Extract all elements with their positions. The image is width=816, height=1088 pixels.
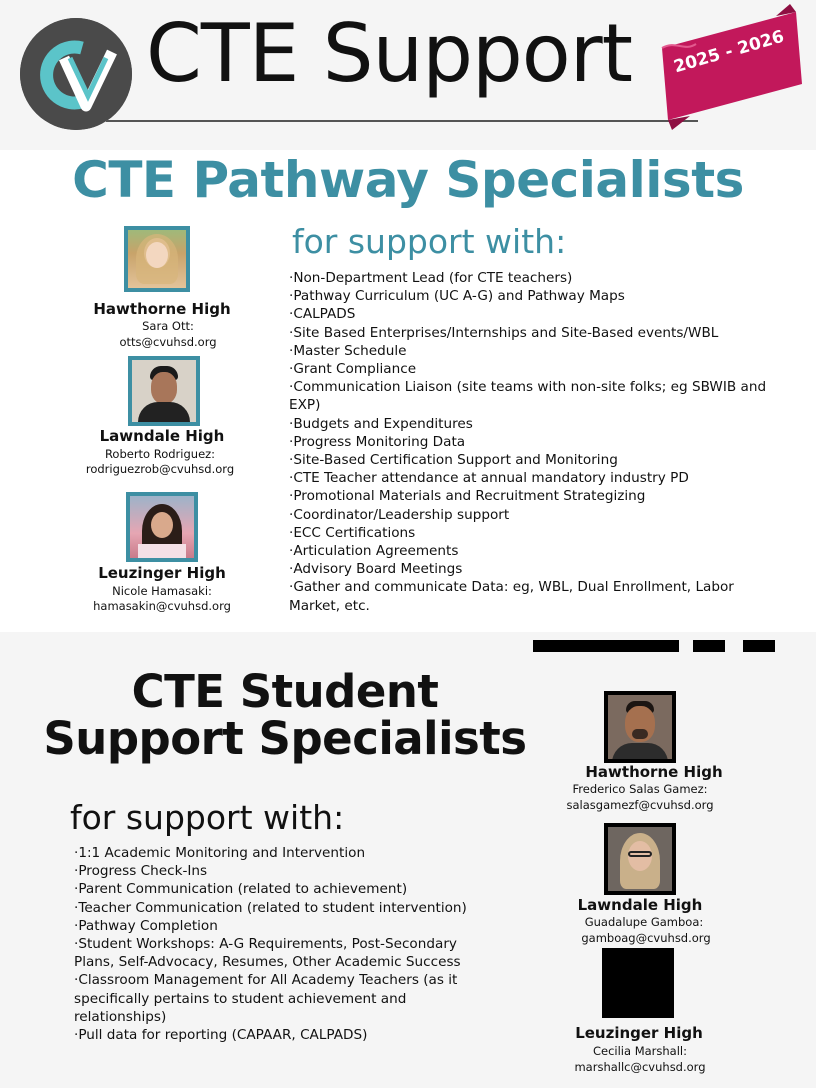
specialist-name: Frederico Salas Gamez: (572, 782, 708, 796)
list-item: ·Coordinator/Leadership support (289, 506, 510, 523)
list-item: ·CALPADS (289, 306, 356, 323)
specialist-name: Roberto Rodriguez: (104, 447, 216, 461)
list-item: ·Promotional Materials and Recruitment Strategizing (289, 488, 646, 505)
specialist-email[interactable]: gamboag@cvuhsd.org (581, 931, 711, 945)
list-item: ·Pathway Completion (74, 917, 218, 934)
list-item: ·Articulation Agreements (289, 543, 459, 560)
specialist-photo (124, 226, 190, 292)
decorative-bar (743, 640, 775, 652)
student-heading-line: CTE Student (131, 665, 439, 718)
list-item: ·CTE Teacher attendance at annual mandatory industry PD (289, 470, 689, 487)
student-support-list (74, 844, 484, 1044)
list-item: ·Pathway Curriculum (UC A-G) and Pathway Maps (289, 288, 625, 305)
year-label: 2025 - 2026 (671, 26, 787, 78)
specialist-photo-placeholder (602, 948, 674, 1018)
page-title: CTE Support (146, 7, 632, 100)
specialist-name: Guadalupe Gamboa: (584, 915, 704, 929)
list-item: ·Gather and communicate Data: eg, WBL, Dual Enrollment, Labor Market, etc. (289, 579, 734, 614)
cv-logo (20, 18, 132, 130)
pathway-support-heading: for support with: (292, 222, 567, 261)
specialist-email[interactable]: salasgamezf@cvuhsd.org (566, 798, 714, 812)
list-item: ·Progress Check-Ins (74, 863, 208, 880)
specialist-photo (128, 356, 200, 426)
school-name: Lawndale High (577, 896, 703, 914)
school-name: Leuzinger High (575, 1024, 703, 1042)
title-divider (106, 120, 698, 122)
decorative-bar (533, 640, 679, 652)
specialist-photo (604, 823, 676, 895)
list-item: ·Pull data for reporting (CAPAAR, CALPADS) (74, 1027, 368, 1044)
list-item: ·Teacher Communication (related to student intervention) (74, 899, 467, 916)
list-item: ·Site-Based Certification Support and Monitoring (289, 452, 618, 469)
specialist-name: Cecilia Marshall: (592, 1044, 687, 1058)
list-item: ·Site Based Enterprises/Internships and Site-Based events/WBL (289, 324, 719, 341)
specialist-email[interactable]: otts@cvuhsd.org (119, 335, 217, 349)
list-item: ·Progress Monitoring Data (289, 433, 466, 450)
list-item: ·Student Workshops: A-G Requirements, Post-Secondary Plans, Self-Advocacy, Resumes, Other Academic Success (74, 936, 461, 971)
list-item: ·Parent Communication (related to achievement) (74, 881, 408, 898)
specialist-name: Sara Ott: (142, 319, 194, 333)
student-heading (30, 665, 540, 765)
specialist-name: Nicole Hamasaki: (112, 584, 212, 598)
specialist-email[interactable]: marshallc@cvuhsd.org (574, 1060, 706, 1074)
list-item: ·Master Schedule (289, 342, 407, 359)
specialist-email[interactable]: rodriguezrob@cvuhsd.org (85, 462, 235, 476)
list-item: ·1:1 Academic Monitoring and Intervention (74, 845, 366, 861)
list-item: ·Communication Liaison (site teams with non-site folks; eg SBWIB and EXP) (289, 379, 767, 414)
cv-logo-mark (20, 18, 132, 130)
list-item: ·Classroom Management for All Academy Teachers (as it specifically pertains to student achievement and relationships) (74, 972, 458, 1025)
student-support-heading: for support with: (70, 798, 345, 837)
school-name: Hawthorne High (585, 763, 723, 781)
pathway-heading: CTE Pathway Specialists (72, 151, 744, 209)
specialist-email[interactable]: hamasakin@cvuhsd.org (93, 599, 231, 613)
list-item: ·ECC Certifications (289, 524, 416, 541)
pathway-support-list (289, 269, 767, 615)
list-item: ·Advisory Board Meetings (289, 561, 463, 578)
list-item: ·Grant Compliance (289, 361, 417, 378)
student-heading-line: Support Specialists (43, 712, 527, 765)
list-item: ·Non-Department Lead (for CTE teachers) (289, 270, 573, 286)
specialist-photo (126, 492, 198, 562)
school-name: Lawndale High (99, 427, 225, 445)
school-name: Leuzinger High (98, 564, 226, 582)
list-item: ·Budgets and Expenditures (289, 415, 473, 432)
school-name: Hawthorne High (93, 300, 231, 318)
specialist-photo (604, 691, 676, 763)
decorative-bar (693, 640, 725, 652)
